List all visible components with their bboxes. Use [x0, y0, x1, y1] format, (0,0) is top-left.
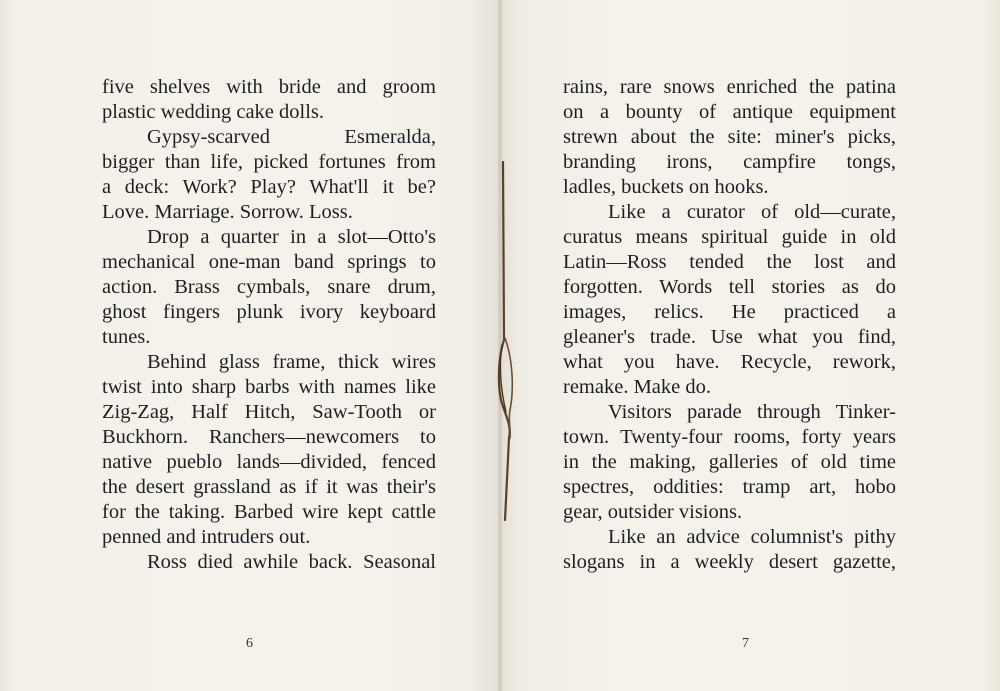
text-line: Drop a quarter in a slot—Otto's — [147, 226, 436, 248]
text-line: on a bounty of antique equipment — [563, 101, 896, 123]
text-line: gear, outsider visions. — [563, 501, 743, 523]
text-line: spectres, oddities: tramp art, hobo — [563, 476, 896, 498]
text-line: five shelves with bride and groom — [102, 76, 436, 98]
right-page-text — [563, 75, 896, 575]
text-line: branding irons, campfire tongs, — [563, 151, 896, 173]
page-number-right: 7 — [742, 636, 749, 651]
text-line: a deck: Work? Play? What'll it be? — [102, 176, 436, 198]
text-line: in the making, galleries of old time — [563, 451, 896, 473]
text-line: tunes. — [102, 326, 151, 348]
text-line: Zig-Zag, Half Hitch, Saw-Tooth or — [102, 401, 436, 423]
text-line: Buckhorn. Ranchers—newcomers to — [102, 426, 436, 448]
text-line: Gypsy-scarved Esmeralda, — [147, 126, 436, 148]
text-line: forgotten. Words tell stories as do — [563, 276, 896, 298]
text-line: for the taking. Barbed wire kept cattle — [102, 501, 436, 523]
text-line: mechanical one-man band springs to — [102, 251, 436, 273]
page-number-left: 6 — [246, 636, 253, 651]
text-line: images, relics. He practiced a — [563, 301, 896, 323]
text-line: twist into sharp barbs with names like — [102, 376, 436, 398]
text-line: native pueblo lands—divided, fenced — [102, 451, 436, 473]
text-line: rains, rare snows enriched the patina — [563, 76, 896, 98]
text-line: curatus means spiritual guide in old — [563, 226, 896, 248]
text-line: the desert grassland as if it was their's — [102, 476, 436, 498]
text-line: ghost fingers plunk ivory keyboard — [102, 301, 436, 323]
text-line: remake. Make do. — [563, 376, 711, 398]
text-line: Visitors parade through Tinker- — [608, 401, 896, 423]
right-page — [500, 0, 1000, 691]
text-line: slogans in a weekly desert gazette, — [563, 551, 896, 573]
text-line: Love. Marriage. Sorrow. Loss. — [102, 201, 353, 223]
text-line: town. Twenty-four rooms, forty years — [563, 426, 896, 448]
text-line: Like an advice columnist's pithy — [608, 526, 896, 548]
text-line: Behind glass frame, thick wires — [147, 351, 436, 373]
text-line: Latin—Ross tended the lost and — [563, 251, 896, 273]
text-line: Like a curator of old—curate, — [608, 201, 896, 223]
text-line: Ross died awhile back. Seasonal — [147, 551, 436, 573]
text-line: bigger than life, picked fortunes from — [102, 151, 436, 173]
text-line: action. Brass cymbals, snare drum, — [102, 276, 436, 298]
text-line: ladles, buckets on hooks. — [563, 176, 769, 198]
text-line: penned and intruders out. — [102, 526, 311, 548]
text-line: what you have. Recycle, rework, — [563, 351, 896, 373]
text-line: plastic wedding cake dolls. — [102, 101, 325, 123]
text-line: strewn about the site: miner's picks, — [563, 126, 896, 148]
text-line: gleaner's trade. Use what you find, — [563, 326, 896, 348]
